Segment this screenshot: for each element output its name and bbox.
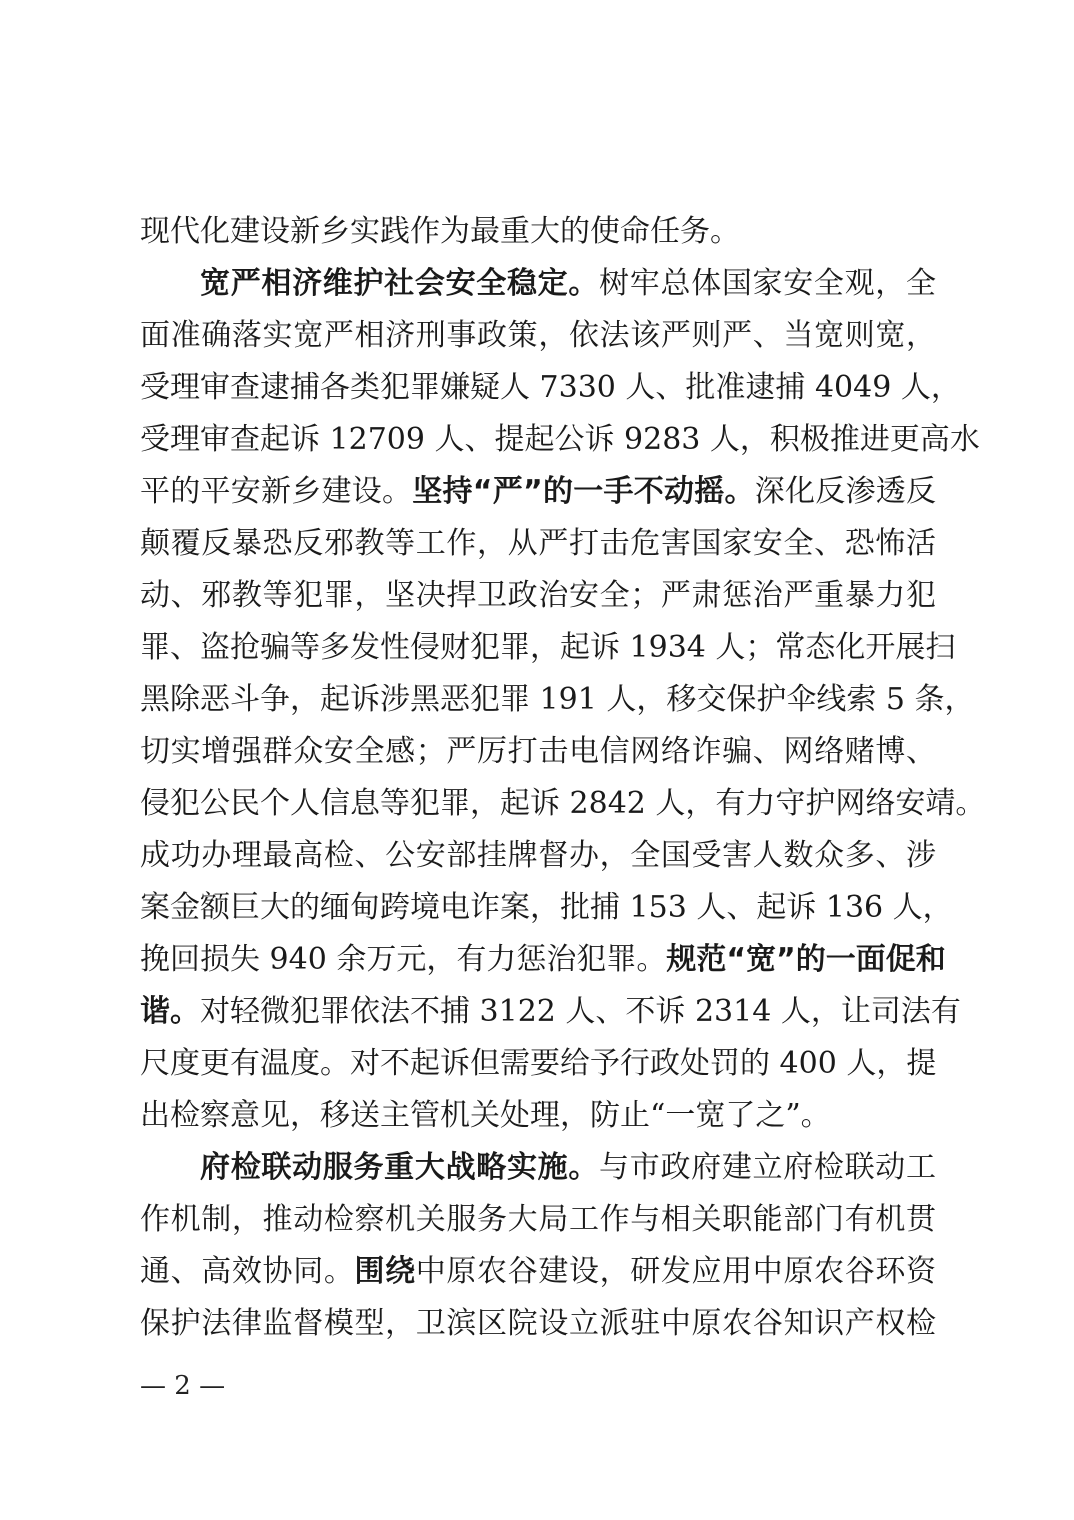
text-line-16 xyxy=(140,988,961,1036)
text-run: 受理审查逮捕各类犯罪嫌疑人 7330 人、批准逮捕 4049 人， xyxy=(140,370,961,405)
text-run: 平的平安新乡建设。 xyxy=(140,474,413,509)
text-line-6 xyxy=(140,468,936,516)
text-line-14 xyxy=(140,884,953,932)
text-line-13 xyxy=(140,832,936,880)
text-run: 中原农谷建设，研发应用中原农谷环资 xyxy=(415,1254,937,1289)
text-line-1 xyxy=(140,208,936,256)
text-run: 保护法律监督模型，卫滨区院设立派驻中原农谷知识产权检 xyxy=(140,1306,936,1341)
text-run: 罪、盗抢骗等多发性侵财犯罪，起诉 1934 人；常态化开展扫 xyxy=(140,630,956,665)
text-line-21 xyxy=(140,1248,936,1296)
text-line-22 xyxy=(140,1300,936,1348)
text-run: 树牢总体国家安全观，全 xyxy=(599,266,937,301)
text-run: 尺度更有温度。对不起诉但需要给予行政处罚的 400 人，提 xyxy=(140,1046,937,1081)
text-run: 受理审查起诉 12709 人、提起公诉 9283 人，积极推进更高水 xyxy=(140,422,980,457)
text-line-15 xyxy=(140,936,946,984)
text-line-4 xyxy=(140,364,961,412)
text-run: 成功办理最高检、公安部挂牌督办，全国受害人数众多、涉 xyxy=(140,838,936,873)
text-run: 通、高效协同。 xyxy=(140,1254,355,1289)
section-heading-linkage: 府检联动服务重大战略实施。 xyxy=(200,1150,600,1185)
text-line-5 xyxy=(140,416,980,464)
text-run: 对轻微犯罪依法不捕 3122 人、不诉 2314 人，让司法有 xyxy=(200,994,961,1029)
text-run: 深化反渗透反 xyxy=(754,474,937,509)
text-run: 与市政府建立府检联动工 xyxy=(599,1150,937,1185)
text-run: 颠覆反暴恐反邪教等工作，从严打击危害国家安全、恐怖活 xyxy=(140,526,936,561)
text-run: 案金额巨大的缅甸跨境电诈案，批捕 153 人、起诉 136 人， xyxy=(140,890,953,925)
section-heading-security: 宽严相济维护社会安全稳定。 xyxy=(200,266,600,301)
text-run: 作机制，推动检察机关服务大局工作与相关职能部门有机贯 xyxy=(140,1202,936,1237)
text-line-19 xyxy=(200,1144,936,1192)
text-run: 黑除恶斗争，起诉涉黑恶犯罪 191 人，移交保护伞线索 5 条， xyxy=(140,682,975,717)
subheading-lenient-end: 谐。 xyxy=(140,994,200,1029)
text-run: 切实增强群众安全感；严厉打击电信网络诈骗、网络赌博、 xyxy=(140,734,936,769)
text-line-2 xyxy=(200,260,936,308)
text-run: 出检察意见，移送主管机关处理，防止“一宽了之”。 xyxy=(140,1098,831,1133)
text-line-9 xyxy=(140,624,956,672)
text-line-7 xyxy=(140,520,936,568)
subheading-lenient: 规范“宽”的一面促和 xyxy=(666,942,946,977)
text-line-12 xyxy=(140,780,986,828)
subheading-strict: 坚持“严”的一手不动摇。 xyxy=(412,474,755,509)
text-run: 挽回损失 940 余万元，有力惩治犯罪。 xyxy=(140,942,667,977)
text-line-18 xyxy=(140,1092,936,1140)
text-line-20 xyxy=(140,1196,936,1244)
text-line-3 xyxy=(140,312,936,360)
text-line-11 xyxy=(140,728,936,776)
text-line-8 xyxy=(140,572,936,620)
subheading-around: 围绕 xyxy=(354,1254,416,1289)
text-line-17 xyxy=(140,1040,936,1088)
text-run: 现代化建设新乡实践作为最重大的使命任务。 xyxy=(140,214,740,249)
text-line-10 xyxy=(140,676,975,724)
text-run: 侵犯公民个人信息等犯罪，起诉 2842 人，有力守护网络安靖。 xyxy=(140,786,986,821)
text-run: 面准确落实宽严相济刑事政策，依法该严则严、当宽则宽， xyxy=(140,318,936,353)
text-run: 动、邪教等犯罪，坚决捍卫政治安全；严肃惩治严重暴力犯 xyxy=(140,578,936,613)
page-number: — 2 — xyxy=(140,1371,226,1401)
